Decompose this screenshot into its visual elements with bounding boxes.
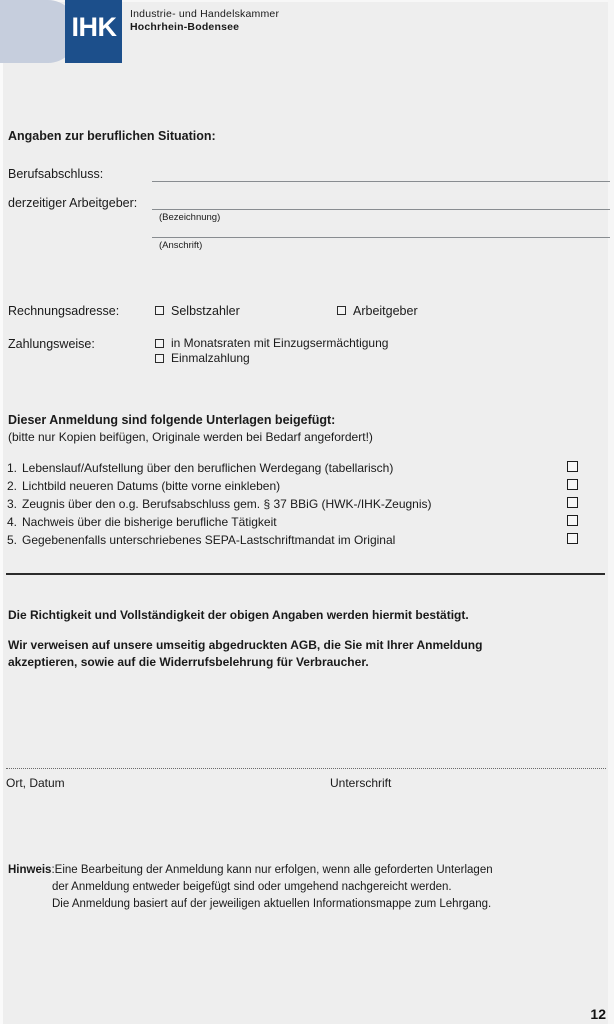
berufsabschluss-label: Berufsabschluss: xyxy=(8,167,104,181)
signature-dotted-line xyxy=(6,768,606,769)
logo-wordmark: IHK xyxy=(71,12,117,42)
label-selbstzahler[interactable]: Selbstzahler xyxy=(171,304,240,318)
arbeitgeber-bezeichnung-input-line[interactable] xyxy=(152,209,610,210)
document-item-text: Gegebenenfalls unterschriebenes SEPA-Lastschriftmandat im Original xyxy=(22,533,396,547)
checkbox-arbeitgeber[interactable] xyxy=(337,306,346,315)
ihk-logo xyxy=(0,0,122,63)
berufsabschluss-input-line[interactable] xyxy=(152,181,610,182)
document-item-checkbox-3[interactable] xyxy=(567,497,578,508)
document-item-text: Lichtbild neueren Datums (bitte vorne einkleben) xyxy=(22,479,281,493)
document-item-text: Nachweis über die bisherige berufliche Tätigkeit xyxy=(22,515,277,529)
page-edge-right xyxy=(608,0,614,1024)
document-item-number: 4. xyxy=(7,515,18,529)
confirmation-line-1: Die Richtigkeit und Vollständigkeit der obigen Angaben werden hiermit bestätigt. xyxy=(8,608,469,622)
document-item-number: 3. xyxy=(7,497,18,511)
hinweis-text-3: Die Anmeldung basiert auf der jeweiligen aktuellen Informationsmappe zum Lehrgang. xyxy=(52,898,492,910)
zahlungsweise-label: Zahlungsweise: xyxy=(8,337,95,351)
arbeitgeber-label: derzeitiger Arbeitgeber: xyxy=(8,196,138,210)
caption-anschrift: (Anschrift) xyxy=(159,240,203,251)
page-edge-left xyxy=(0,0,3,1024)
checkbox-selbstzahler[interactable] xyxy=(155,306,164,315)
document-item-text: Lebenslauf/Aufstellung über den beruflichen Werdegang (tabellarisch) xyxy=(22,461,394,475)
document-item-checkbox-1[interactable] xyxy=(567,461,578,472)
document-item-checkbox-2[interactable] xyxy=(567,479,578,490)
document-item-number: 1. xyxy=(7,461,18,475)
arbeitgeber-anschrift-input-line[interactable] xyxy=(152,237,610,238)
checkbox-einmalzahlung[interactable] xyxy=(155,354,164,363)
job-section-heading: Angaben zur beruflichen Situation: xyxy=(8,129,216,143)
caption-bezeichnung: (Bezeichnung) xyxy=(159,212,221,223)
unterschrift-label: Unterschrift xyxy=(330,776,392,790)
rechnungsadresse-label: Rechnungsadresse: xyxy=(8,304,120,318)
label-einmalzahlung[interactable]: Einmalzahlung xyxy=(171,351,250,365)
confirmation-line-3: akzeptieren, sowie auf die Widerrufsbelehrung für Verbraucher. xyxy=(8,655,369,669)
documents-subheading: (bitte nur Kopien beifügen, Originale werden bei Bedarf angefordert!) xyxy=(8,430,373,444)
organization-name-line2: Hochrhein-Bodensee xyxy=(130,21,240,33)
label-arbeitgeber[interactable]: Arbeitgeber xyxy=(353,304,418,318)
ort-datum-label: Ort, Datum xyxy=(6,776,65,790)
organization-name xyxy=(130,8,279,34)
organization-name-line1: Industrie- und Handelskammer xyxy=(130,8,280,20)
confirmation-line-2: Wir verweisen auf unsere umseitig abgedruckten AGB, die Sie mit Ihrer Anmeldung xyxy=(8,638,483,652)
checkbox-monatsraten[interactable] xyxy=(155,339,164,348)
hinweis-colon: : xyxy=(51,864,55,876)
hinweis-line-1 xyxy=(8,862,493,879)
document-item-checkbox-5[interactable] xyxy=(567,533,578,544)
document-item-number: 5. xyxy=(7,533,18,547)
document-item-checkbox-4[interactable] xyxy=(567,515,578,526)
documents-heading: Dieser Anmeldung sind folgende Unterlagen beigefügt: xyxy=(8,413,336,427)
scan-artifact xyxy=(22,990,25,997)
page-number: 12 xyxy=(590,1006,606,1022)
hinweis-block xyxy=(8,862,493,913)
hinweis-label: Hinweis xyxy=(8,864,52,876)
label-monatsraten[interactable]: in Monatsraten mit Einzugsermächtigung xyxy=(171,336,389,350)
hinweis-text-1: Eine Bearbeitung der Anmeldung kann nur erfolgen, wenn alle geforderten Unterlagen xyxy=(54,864,493,876)
document-item-text: Zeugnis über den o.g. Berufsabschluss gem. § 37 BBiG (HWK-/IHK-Zeugnis) xyxy=(22,497,432,511)
section-divider xyxy=(6,573,605,575)
hinweis-text-2: der Anmeldung entweder beigefügt sind oder umgehend nachgereicht werden. xyxy=(52,881,452,893)
document-item-number: 2. xyxy=(7,479,18,493)
